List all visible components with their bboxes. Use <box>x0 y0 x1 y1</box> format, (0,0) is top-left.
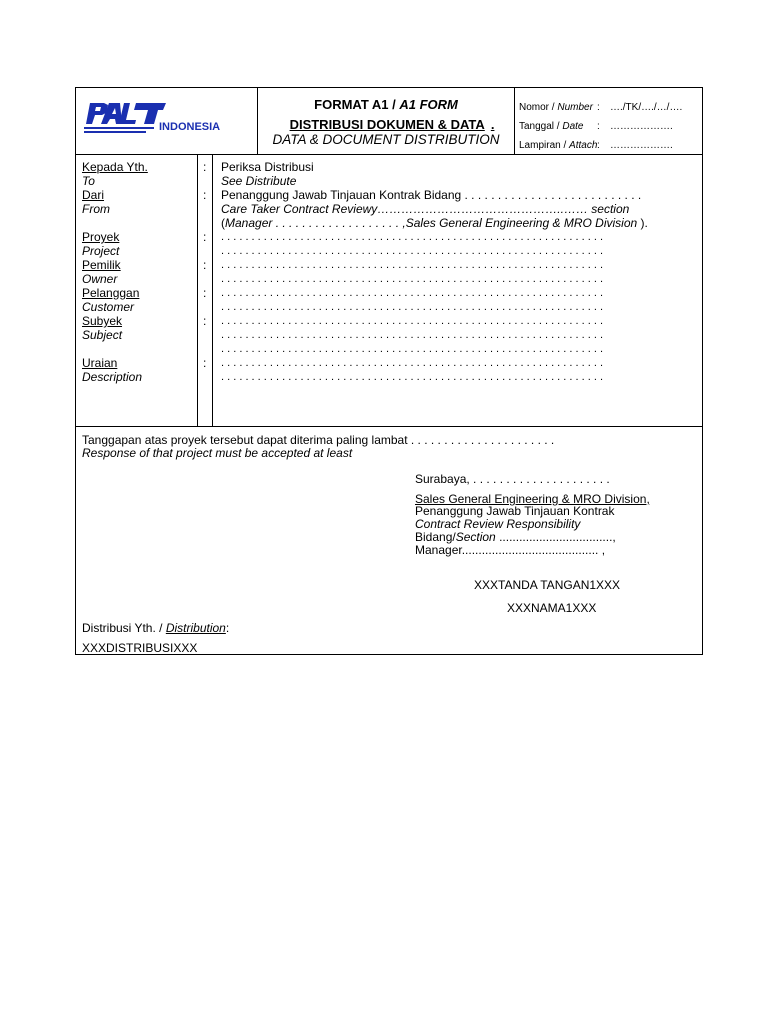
colon-proyek: : <box>203 230 207 244</box>
label-customer: Customer <box>82 300 135 314</box>
name-placeholder: XXXNAMA1XXX <box>507 601 597 615</box>
label-proyek: Proyek <box>82 230 120 244</box>
place-date: Surabaya, . . . . . . . . . . . . . . . . . . . . . <box>415 472 610 486</box>
nomor-value: …./TK/…./…/…. <box>610 102 683 113</box>
contract-review: Contract Review Responsibility <box>415 517 581 531</box>
title-english: DATA & DOCUMENT DISTRIBUTION <box>272 132 500 147</box>
value-penanggung: Penanggung Jawab Tinjauan Kontrak Bidang . . . . . . . . . . . . . . . . . . . . . . . . . . . <box>221 188 642 202</box>
dots-pemilik: . . . . . . . . . . . . . . . . . . . . . . . . . . . . . . . . . . . . . . . . . . . . . . . . . . . . . . . . . . . . . . . <box>221 259 604 271</box>
label-from: From <box>82 202 110 216</box>
value-manager: (Manager . . . . . . . . . . . . . . . . . . . ,Sales General Engineering & MRO Division ). <box>221 216 648 230</box>
dots-subyek: . . . . . . . . . . . . . . . . . . . . . . . . . . . . . . . . . . . . . . . . . . . . . . . . . . . . . . . . . . . . . . . <box>221 315 604 327</box>
form-header: INDONESIA FORMAT A1 / A1 FORM DISTRIBUSI DOKUMEN & DATA . DATA & DOCUMENT DISTRIBUTION Nomor / Number : …./TK/…./…/…. Tanggal / Date : ………………. Lampiran / Attach : ………………. <box>76 88 702 155</box>
signature-placeholder: XXXTANDA TANGAN1XXX <box>474 578 621 592</box>
division-name: Sales General Engineering & MRO Division, <box>415 492 650 506</box>
label-to: To <box>82 174 95 188</box>
format-title: FORMAT A1 / A1 FORM <box>314 97 458 112</box>
value-see-distribute: See Distribute <box>221 174 297 188</box>
penanggung-kontrak: Penanggung Jawab Tinjauan Kontrak <box>415 504 615 518</box>
label-description: Description <box>82 370 143 384</box>
label-pemilik: Pemilik <box>82 258 121 272</box>
value-periksa: Periksa Distribusi <box>221 160 314 174</box>
label-project: Project <box>82 244 120 258</box>
colon-uraian: : <box>203 356 207 370</box>
dots-pelanggan: . . . . . . . . . . . . . . . . . . . . . . . . . . . . . . . . . . . . . . . . . . . . . . . . . . . . . . . . . . . . . . . <box>221 287 604 299</box>
label-dari: Dari <box>82 188 105 202</box>
response-text: Tanggapan atas proyek tersebut dapat diterima paling lambat . . . . . . . . . . . . . . . . . . . . . . <box>82 433 555 447</box>
distribution-form <box>75 87 703 655</box>
label-owner: Owner <box>82 272 118 286</box>
colon-kepada: : <box>203 160 207 174</box>
title-indonesian: DISTRIBUSI DOKUMEN & DATA . <box>289 117 495 132</box>
dots-extra: . . . . . . . . . . . . . . . . . . . . . . . . . . . . . . . . . . . . . . . . . . . . . . . . . . . . . . . . . . . . . . . <box>221 343 604 355</box>
distribution-value: XXXDISTRIBUSIXXX <box>82 641 198 655</box>
dots-proyek-2: . . . . . . . . . . . . . . . . . . . . . . . . . . . . . . . . . . . . . . . . . . . . . . . . . . . . . . . . . . . . . . . <box>221 245 604 257</box>
colon-pelanggan: : <box>203 286 207 300</box>
colon-subyek: : <box>203 314 207 328</box>
dots-uraian-2: . . . . . . . . . . . . . . . . . . . . . . . . . . . . . . . . . . . . . . . . . . . . . . . . . . . . . . . . . . . . . . . <box>221 371 604 383</box>
colon-pemilik: : <box>203 258 207 272</box>
label-kepada: Kepada Yth. <box>82 160 148 174</box>
company-logo <box>84 100 254 136</box>
manager-line: Manager......................................... , <box>415 543 606 557</box>
dots-pemilik-2: . . . . . . . . . . . . . . . . . . . . . . . . . . . . . . . . . . . . . . . . . . . . . . . . . . . . . . . . . . . . . . . <box>221 273 604 285</box>
label-pelanggan: Pelanggan <box>82 286 140 300</box>
label-subject: Subject <box>82 328 123 342</box>
value-care-taker: Care Taker Contract Reviewy………………………………………..…… section <box>221 202 630 216</box>
dots-subyek-2: . . . . . . . . . . . . . . . . . . . . . . . . . . . . . . . . . . . . . . . . . . . . . . . . . . . . . . . . . . . . . . . <box>221 329 604 341</box>
response-text-en: Response of that project must be accepted at least <box>82 446 353 460</box>
tanggal-value: ………………. <box>610 121 673 132</box>
dots-pelanggan-2: . . . . . . . . . . . . . . . . . . . . . . . . . . . . . . . . . . . . . . . . . . . . . . . . . . . . . . . . . . . . . . . <box>221 301 604 313</box>
colon-dari: : <box>203 188 207 202</box>
dots-uraian: . . . . . . . . . . . . . . . . . . . . . . . . . . . . . . . . . . . . . . . . . . . . . . . . . . . . . . . . . . . . . . . <box>221 357 604 369</box>
lampiran-value: ………………. <box>610 140 673 151</box>
dots-proyek: . . . . . . . . . . . . . . . . . . . . . . . . . . . . . . . . . . . . . . . . . . . . . . . . . . . . . . . . . . . . . . . <box>221 231 604 243</box>
label-subyek: Subyek <box>82 314 123 328</box>
logo-country: INDONESIA <box>159 121 221 133</box>
label-uraian: Uraian <box>82 356 118 370</box>
distribution-label: Distribusi Yth. / Distribution: <box>82 621 230 635</box>
form-title-block <box>258 88 514 154</box>
bidang-section: Bidang/Section .................................., <box>415 530 616 544</box>
